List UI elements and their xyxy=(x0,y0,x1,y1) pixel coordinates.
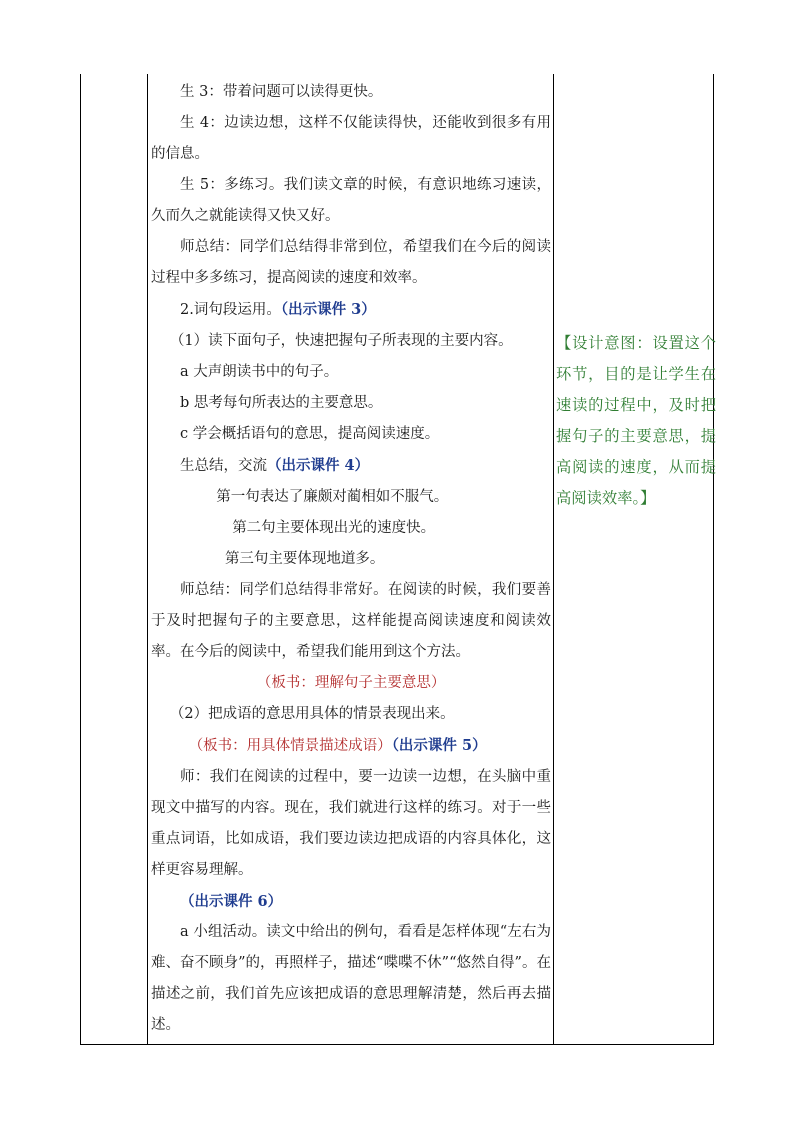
courseware-marker-3: （出示课件 3） xyxy=(280,301,376,318)
student-summary-text: 生总结，交流 xyxy=(180,458,267,474)
design-intent-note: 【设计意图：设置这个环节，目的是让学生在速读的过程中，及时把握句子的主要意思，提高阅读的速度，从而提高阅读效率。】 xyxy=(556,334,716,507)
student-answer-4: 生 4：边读边想，这样不仅能读得快，还能收到很多有用的信息。 xyxy=(151,115,551,162)
board-note-main-idea: （板书：理解句子主要意思） xyxy=(256,675,446,691)
section-heading-text: 2.词句段运用。 xyxy=(180,302,281,318)
board-note-idioms-line xyxy=(151,730,551,762)
task-1-step-b: b 思考每句所表达的主要意思。 xyxy=(180,395,383,411)
sentence-summary-2: 第二句主要体现出光的速度快。 xyxy=(232,520,436,536)
task-1-step-a: a 大声朗读书中的句子。 xyxy=(180,364,339,380)
right-column-divider xyxy=(553,74,554,1044)
sentence-summary-1: 第一句表达了廉颇对蔺相如不服气。 xyxy=(216,489,449,505)
sentence-summary-3: 第三句主要体现地道多。 xyxy=(224,551,385,567)
student-summary-exchange xyxy=(151,450,551,482)
task-1: （1）读下面句子，快速把握句子所表现的主要内容。 xyxy=(169,333,513,349)
lesson-plan-table xyxy=(80,74,714,1045)
task-2: （2）把成语的意思用具体的情景表现出来。 xyxy=(169,706,455,722)
section-heading-word-use xyxy=(151,294,551,326)
courseware-marker-4: （出示课件 4） xyxy=(267,457,370,474)
teacher-summary-2: 师总结：同学们总结得非常好。在阅读的时候，我们要善于及时把握句子的主要意思，这样能提高阅读速度和阅读效率。在今后的阅读中，希望我们能用到这个方法。 xyxy=(151,582,551,660)
student-answer-5: 生 5：多练习。我们读文章的时候，有意识地练习速读，久而久之就能读得又快又好。 xyxy=(151,177,551,224)
courseware-marker-6: （出示课件 6） xyxy=(180,893,283,910)
task-1-step-c: c 学会概括语句的意思，提高阅读速度。 xyxy=(180,426,440,442)
teacher-summary-1: 师总结：同学们总结得非常到位，希望我们在今后的阅读过程中多多练习，提高阅读的速度和效率。 xyxy=(151,239,551,286)
group-activity: a 小组活动。读文中给出的例句，看看是怎样体现“左右为难、奋不顾身”的，再照样子，描述“喋喋不休”“悠然自得”。在描述之前，我们首先应该把成语的意思理解清楚，然后再去描述。 xyxy=(151,924,551,1033)
board-note-idioms: （板书：用具体情景描述成语） xyxy=(188,738,392,754)
teaching-process-cell xyxy=(148,74,553,1041)
student-answer-3: 生 3：带着问题可以读得更快。 xyxy=(180,84,383,100)
teacher-instruction: 师：我们在阅读的过程中，要一边读一边想，在头脑中重现文中描写的内容。现在，我们就进行这样的练习。对于一些重点词语，比如成语，我们要边读边把成语的内容具体化，这样更容易理解。 xyxy=(151,769,551,878)
courseware-marker-5: （出示课件 5） xyxy=(391,737,487,754)
